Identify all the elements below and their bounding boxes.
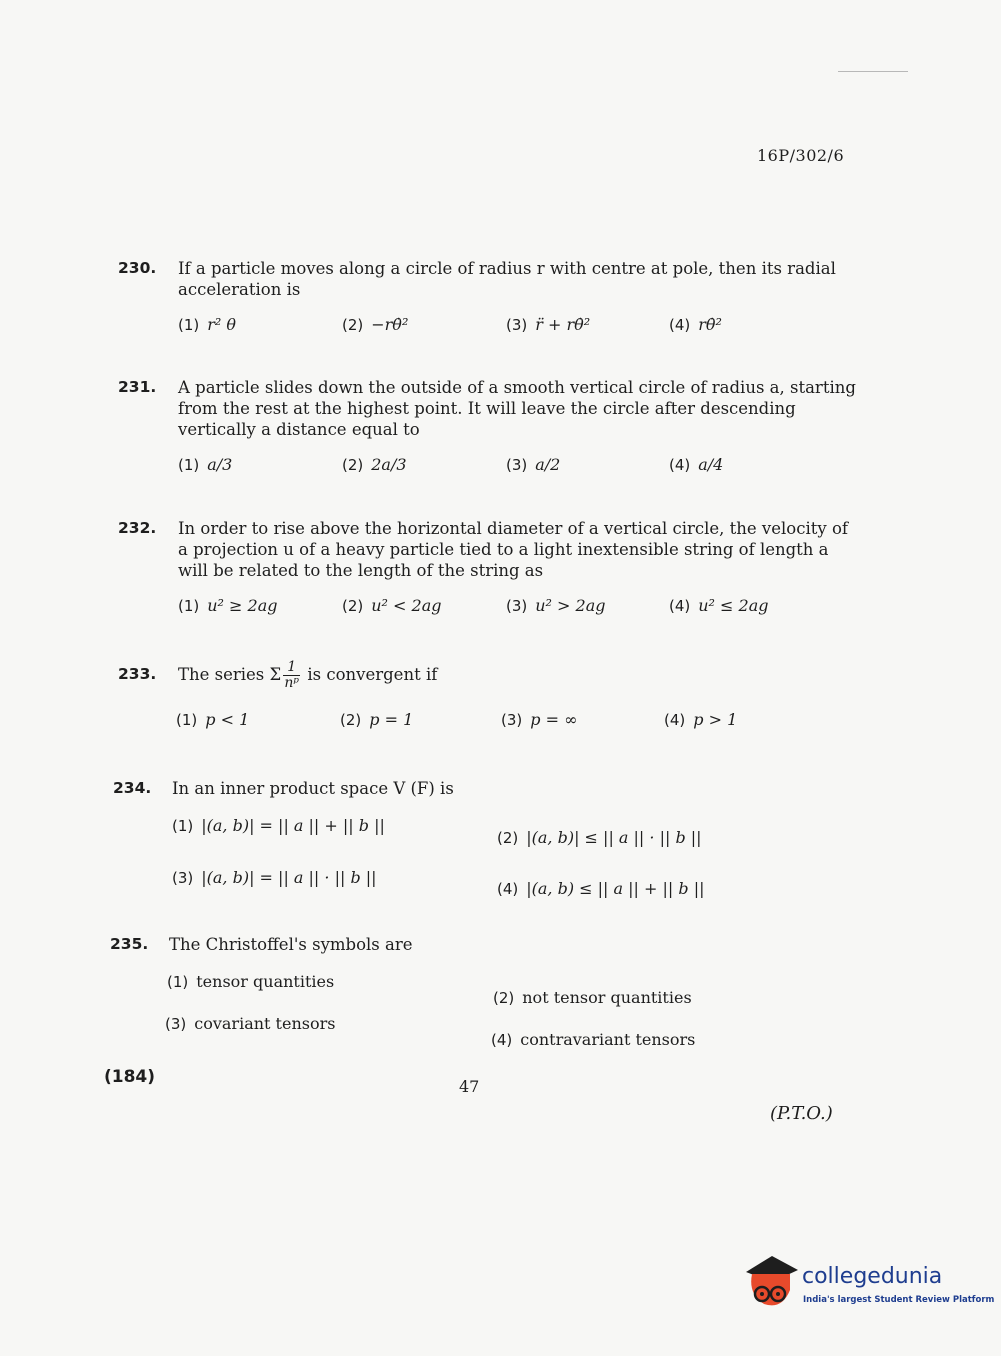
option-1: (1) tensor quantities [167,972,335,991]
pto-note: (P.T.O.) [770,1103,833,1124]
page-number: 47 [459,1077,480,1096]
option-2: (2) |(a, b)| ≤ || a || · || b || [497,828,702,847]
option-1: (1) u² ≥ 2ag [178,596,278,615]
options-grid [113,815,853,925]
option-3: (3) r̈ + rθ̇² [506,315,591,334]
options-row [118,595,858,621]
question-text: If a particle moves along a circle of radius r with centre at pole, then its radial acceleration is [178,259,836,299]
question-text: In order to rise above the horizontal diameter of a vertical circle, the velocity of a projection u of a heavy particle tied to a light inextensible string of length a will be related to the length of the string as [178,519,848,580]
top-rule [838,71,908,72]
option-4: (4) u² ≤ 2ag [669,596,769,615]
question-number: 234. [113,779,152,797]
question-234 [113,778,853,925]
option-4: (4) p > 1 [664,710,738,729]
option-2: (2) −rθ̇² [342,315,409,334]
logo-tagline: India's largest Student Review Platform [803,1295,995,1305]
options-row [118,314,858,340]
option-3: (3) |(a, b)| = || a || · || b || [172,868,377,887]
booklet-code: (184) [104,1067,156,1087]
question-text: A particle slides down the outside of a smooth vertical circle of radius a, starting from the rest at the highest point. It will leave the circle after descending vertically a distance equal to [178,378,856,439]
question-232 [118,518,858,621]
option-1: (1) r² θ [178,315,237,334]
option-3: (3) u² > 2ag [506,596,606,615]
question-text: In an inner product space V (F) is [172,779,454,798]
option-2: (2) u² < 2ag [342,596,442,615]
options-grid [110,971,850,1071]
option-4: (4) |(a, b) ≤ || a || + || b || [497,879,705,898]
question-number: 230. [118,259,157,277]
question-number: 235. [110,935,149,953]
options-row [118,709,858,735]
option-2: (2) p = 1 [340,710,414,729]
option-3: (3) p = ∞ [501,710,578,729]
option-4: (4) a/4 [669,455,724,474]
option-1: (1) p < 1 [176,710,250,729]
option-1: (1) a/3 [178,455,233,474]
question-235 [110,934,850,1071]
collegedunia-logo [742,1250,995,1312]
option-4: (4) contravariant tensors [491,1030,696,1049]
option-4: (4) rθ̇² [669,315,722,334]
question-number: 233. [118,665,157,683]
question-233 [118,660,858,735]
option-3: (3) a/2 [506,455,561,474]
option-2: (2) 2a/3 [342,455,407,474]
question-text: The series Σ $\frac{1}{\text{nᵖ}}$ is convergent if [178,659,438,691]
logo-wordmark: collegedunia [802,1264,943,1289]
option-1: (1) |(a, b)| = || a || + || b || [172,816,385,835]
question-231 [118,377,858,480]
options-row [118,454,858,480]
question-number: 232. [118,519,157,537]
paper-code: 16P/302/6 [757,146,845,165]
fraction: $\frac{1}{\text{nᵖ}}$ [284,659,299,691]
question-230 [118,258,858,340]
option-3: (3) covariant tensors [165,1014,336,1033]
mascot-icon [742,1250,800,1312]
question-number: 231. [118,378,157,396]
question-text: The Christoffel's symbols are [169,935,413,954]
option-2: (2) not tensor quantities [493,988,692,1007]
